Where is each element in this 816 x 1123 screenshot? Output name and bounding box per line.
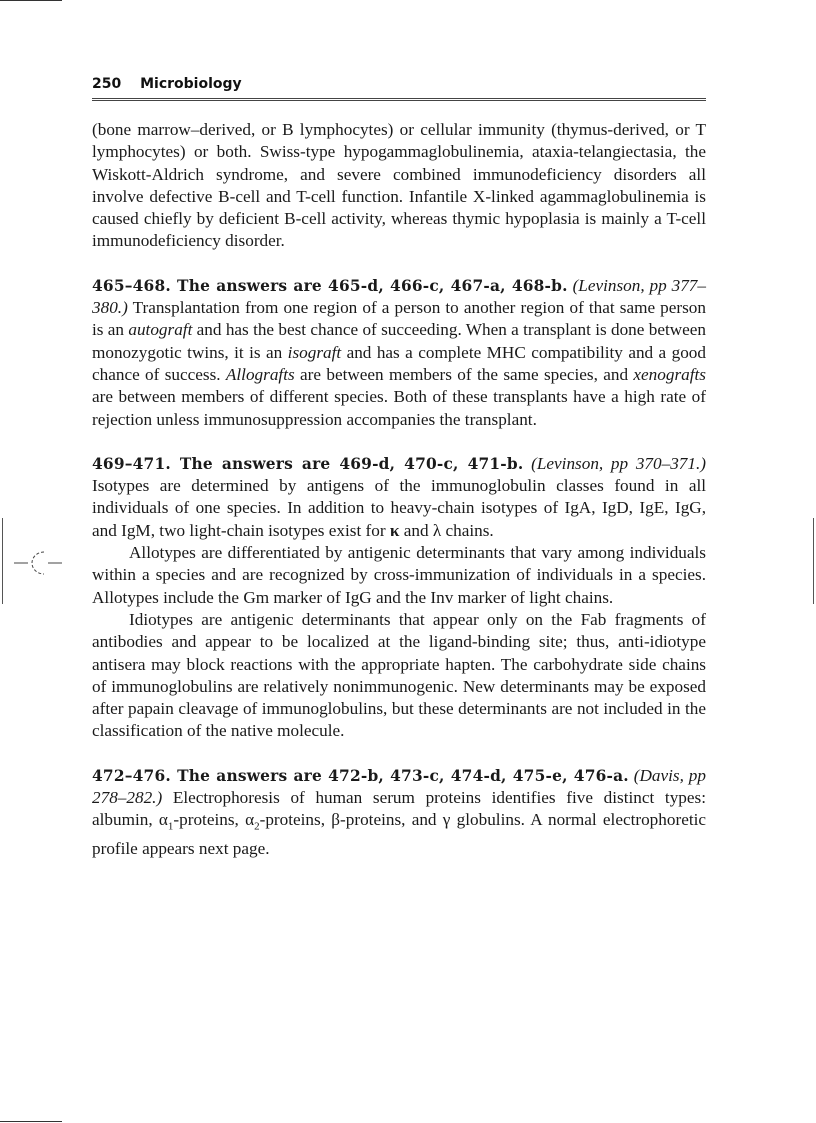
answer-lead: 465–468. The answers are 465-d, 466-c, 467-a, 468-b. <box>92 276 568 295</box>
symbol-lambda: λ <box>432 520 442 540</box>
term-autograft: autograft <box>128 320 193 340</box>
page-body <box>92 119 706 860</box>
text-run: Isotypes are determined by antigens of the immunoglobulin classes found in all individuals of one species. In addition to heavy-chain isotypes of IgA, IgD, IgE, IgG, and IgM, two light-chain isotypes exist for <box>92 476 706 540</box>
term-isograft: isograft <box>287 342 342 362</box>
text-run: -proteins, <box>173 810 246 830</box>
text-run: are between members of the same species, and <box>294 364 634 384</box>
answer-lead: 472–476. The answers are 472-b, 473-c, 474-d, 475-e, 476-a. <box>92 766 629 785</box>
text-run: and <box>399 520 433 540</box>
symbol-gamma: γ <box>442 810 451 830</box>
text-run: -proteins, and <box>340 810 443 830</box>
symbol-alpha: α <box>245 810 255 830</box>
running-header <box>92 76 706 92</box>
registration-mark-icon <box>14 546 64 580</box>
continuation-paragraph: (bone marrow–derived, or B lymphocytes) or cellular immunity (thymus-derived, or T lymphocytes) or both. Swiss-type hypogammaglobulinemia, ataxia-telangiectasia, the Wiskott-Aldrich syndrome, and severe combined immunodeficiency disorders all involve defective B-cell and T-cell function. Infantile X-linked agammaglobulinemia is caused chiefly by deficient B-cell activity, whereas thymic hypoplasia is mainly a T-cell immunodeficiency disorder. <box>92 120 706 251</box>
citation: (Levinson, pp 377–380.) <box>92 275 706 318</box>
text-run: chains. <box>441 520 494 540</box>
term-xenografts: xenografts <box>633 364 706 384</box>
section-title: Microbiology <box>140 76 242 92</box>
citation: (Levinson, pp 370–371.) <box>531 453 706 473</box>
answer-entry-469-471 <box>92 453 706 542</box>
text-run: Electrophoresis of human serum proteins identifies five distinct types: albumin, <box>92 788 706 830</box>
crop-mark-side-left <box>2 518 3 604</box>
idiotypes-paragraph: Idiotypes are antigenic determinants that appear only on the Fab fragments of antibodies and appear to be localized at the ligand-binding site; thus, anti-idiotype antisera may block reactions with the appropriate hapten. The carbohydrate side chains of immunoglobulins are relatively nonimmunogenic. New determinants may be exposed after papain cleavage of immunoglobulins, but these determinants are not included in the classification of the native molecule. <box>92 609 706 741</box>
crop-mark-bottom-left <box>0 1121 62 1122</box>
subscript: 1 <box>167 820 174 833</box>
text-run: and has a complete MHC compatibility and a good chance of success. <box>92 342 706 384</box>
term-allografts: Allografts <box>225 364 295 384</box>
citation: (Davis, pp 278–282.) <box>92 765 706 808</box>
subscript: 2 <box>254 820 260 833</box>
crop-mark-side-right <box>813 518 814 604</box>
page-number: 250 <box>92 76 122 92</box>
text-run: and has the best chance of succeeding. When a transplant is done between monozygotic twins, it is an <box>92 320 706 362</box>
symbol-kappa: κ <box>389 520 400 540</box>
symbol-alpha: α <box>158 810 168 830</box>
answer-entry-472-476 <box>92 765 706 861</box>
header-rule <box>92 98 706 101</box>
text-run: are between members of different species. Both of these transplants have a high rate of rejection unless immunosuppression accompanies the transplant. <box>92 387 706 429</box>
text-run: Transplantation from one region of a person to another region of that same person is an <box>92 298 706 340</box>
text-run: -proteins, <box>259 810 332 830</box>
crop-mark-top-left <box>0 0 62 1</box>
text-run: globulins. A normal electrophoretic profile appears next page. <box>92 810 706 859</box>
answer-entry-465-468 <box>92 275 706 431</box>
answer-lead: 469–471. The answers are 469-d, 470-c, 471-b. <box>92 454 524 473</box>
allotypes-paragraph: Allotypes are differentiated by antigenic determinants that vary among individuals within a species and are recognized by cross-immunization of individuals in a species. Allotypes include the Gm marker of IgG and the Inv marker of light chains. <box>92 543 706 607</box>
symbol-beta: β <box>331 810 341 830</box>
